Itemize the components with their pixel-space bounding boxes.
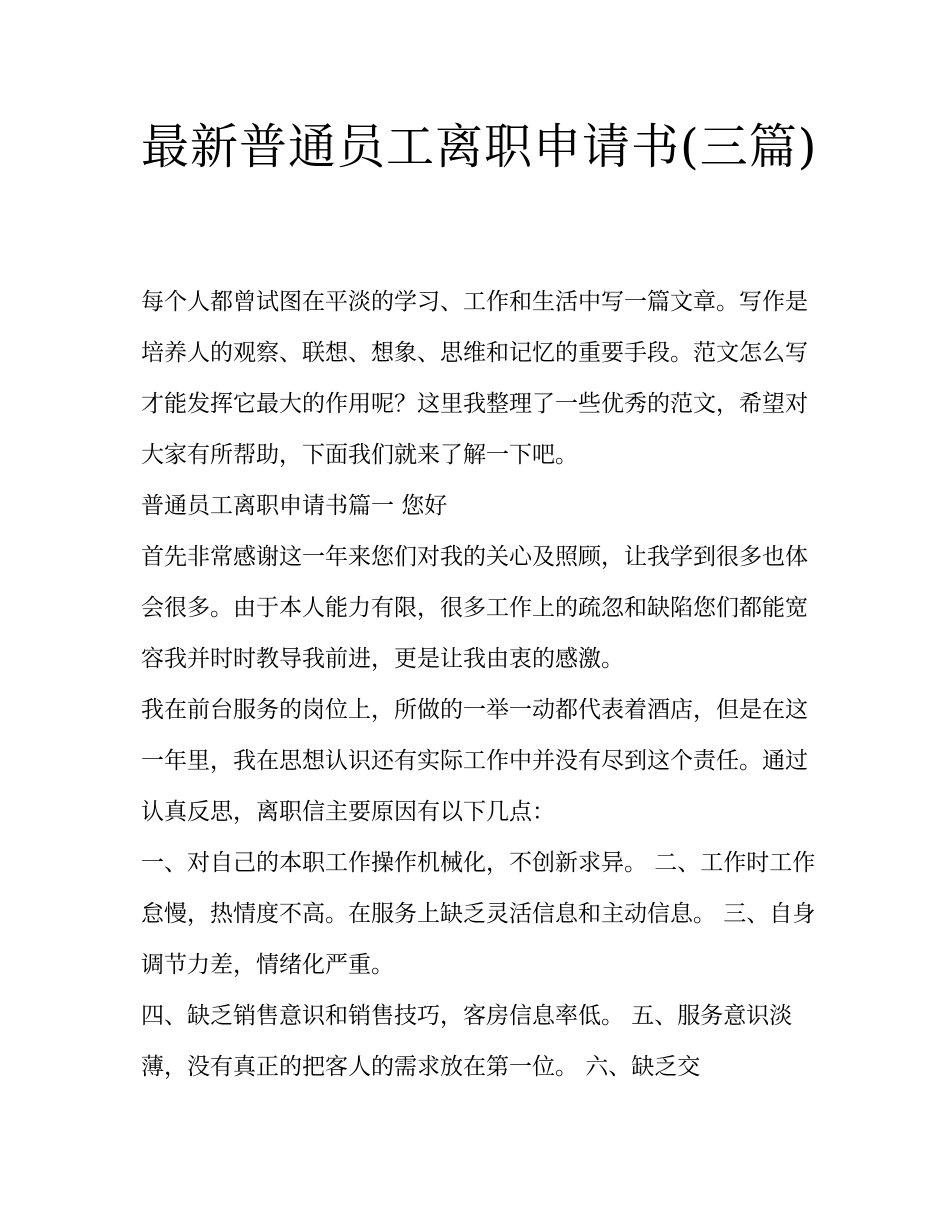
paragraph-reasons-1-3: 一、对自己的本职工作操作机械化，不创新求异。 二、工作时工作怠慢，热情度不高。在服务上缺乏灵活信息和主动信息。 三、自身调节力差，情绪化严重。 (141, 850, 816, 978)
paragraph-reasons-intro: 我在前台服务的岗位上，所做的一举一动都代表着酒店，但是在这一年里，我在思想认识还有实际工作中并没有尽到这个责任。通过认真反思，离职信主要原因有以下几点： (141, 697, 808, 825)
paragraph-thanks: 首先非常感谢这一年来您们对我的关心及照顾，让我学到很多也体会很多。由于本人能力有限，很多工作上的疏忽和缺陷您们都能宽容我并时时教导我前进，更是让我由衷的感激。 (141, 544, 808, 672)
paragraph-section-heading: 普通员工离职申请书篇一 您好 (141, 493, 448, 519)
document-body (141, 277, 816, 1093)
document-title: 最新普通员工离职申请书(三篇) (141, 119, 818, 175)
paragraph-reasons-4-6: 四、缺乏销售意识和销售技巧，客房信息率低。 五、服务意识淡薄，没有真正的把客人的需求放在第一位。 六、缺乏交 (141, 1003, 793, 1080)
paragraph-intro: 每个人都曾试图在平淡的学习、工作和生活中写一篇文章。写作是培养人的观察、联想、想象、思维和记忆的重要手段。范文怎么写才能发挥它最大的作用呢？这里我整理了一些优秀的范文，希望对大家有所帮助，下面我们就来了解一下吧。 (141, 289, 808, 468)
